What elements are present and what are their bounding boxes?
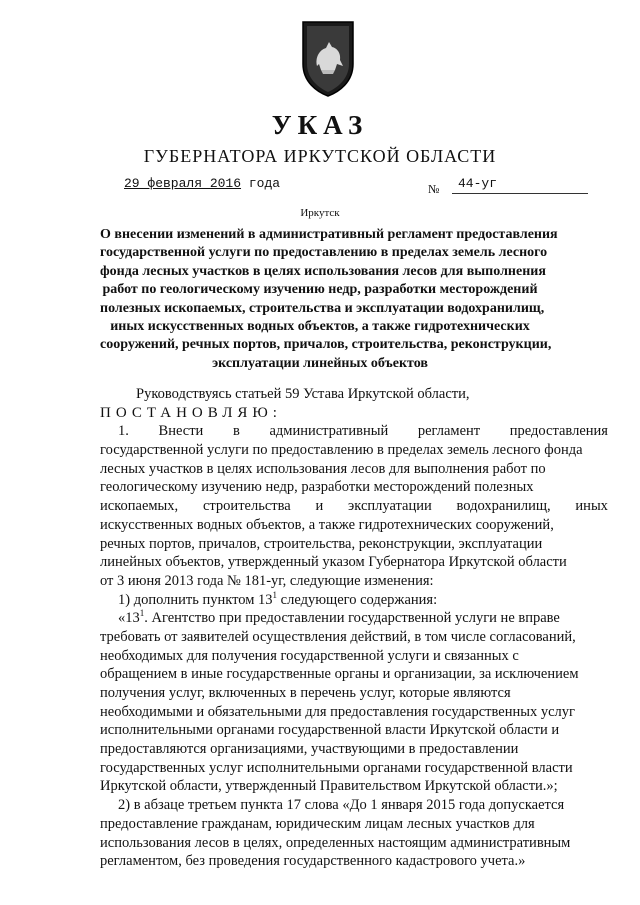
word: предоставления <box>509 423 608 440</box>
heading-line: работ по геологическому изучению недр, разработки месторождений <box>102 282 538 298</box>
quote-line: обращением в иные государственные органы и организации, за исключением <box>100 666 579 683</box>
word: эксплуатации <box>348 498 432 515</box>
word: водохранилищ, <box>456 498 551 515</box>
quote-line: требовать от заявителей осуществления действий, в том числе согласований, <box>100 628 576 645</box>
heading-line: сооружений, речных портов, причалов, строительства, реконструкции, <box>100 337 552 353</box>
quote-line: предоставляются организациями, участвующими в предоставлении <box>100 741 519 758</box>
decree-word: ПОСТАНОВЛЯЮ: <box>100 404 282 421</box>
heading-line: полезных ископаемых, строительства и эксплуатации водохранилищ, <box>100 300 545 316</box>
city-name: Иркутск <box>300 207 340 219</box>
quote-line: Иркутской области, утвержденный Правительством Иркутской области.»; <box>100 778 558 795</box>
word: Внести <box>158 423 204 440</box>
p1-line: от 3 июня 2013 года № 181-уг, следующие изменения: <box>100 572 434 589</box>
word: строительства <box>202 498 291 515</box>
intro-line: Руководствуясь статьей 59 Устава Иркутской области, <box>136 386 470 402</box>
word: 1. <box>118 423 129 440</box>
document-title: УКАЗ <box>271 110 369 140</box>
word: административный <box>269 423 389 440</box>
number-value: 44-уг <box>458 176 498 191</box>
item2-line: предоставление гражданам, юридическим лицам лесных участков для <box>100 815 535 832</box>
heading-line: государственной услуги по предоставлению в пределах земель лесного <box>100 245 548 261</box>
quote-line: необходимыми и обязательными для предоставления государственных услуг <box>100 703 575 720</box>
decree-number <box>428 176 588 196</box>
word: и <box>315 498 324 515</box>
item2-line: регламентом, без проведения государственного кадастрового учета.» <box>100 853 526 870</box>
heading-line: иных искусственных водных объектов, а также гидротехнических <box>110 319 530 335</box>
decree-heading <box>100 226 558 373</box>
decree-date <box>124 176 280 191</box>
word: ископаемых, <box>100 498 179 515</box>
coat-of-arms-emblem <box>299 20 357 98</box>
word: регламент <box>417 423 481 440</box>
p1-line <box>100 422 608 441</box>
decree-body <box>100 385 608 871</box>
quote-line: «$13^1$. Агентство при предоставлении государственной услуги не вправе <box>118 608 560 627</box>
p1-line: линейных объектов, утвержденный указом Губернатора Иркутской области <box>100 554 567 571</box>
p1-line <box>100 497 608 516</box>
quote-line: получения услуг, включенных в перечень услуг, которые являются <box>100 685 511 701</box>
number-underline <box>452 193 588 194</box>
p1-line: речных портов, причалов, строительства, реконструкции, эксплуатации <box>100 535 543 552</box>
date-suffix: года <box>248 176 281 191</box>
number-sign: № <box>428 182 440 196</box>
heading-line: эксплуатации линейных объектов <box>212 355 428 371</box>
quote-line: исполнительными органами государственной власти Иркутской области и <box>100 722 560 739</box>
item2-line: 2) в абзаце третьем пункта 17 слова «До 1 января 2015 года допускается <box>118 797 565 814</box>
p1-line: лесных участков в целях использования лесов для выполнения работ по <box>100 460 546 477</box>
p1-line: искусственных водных объектов, а также гидротехнических сооружений, <box>100 516 554 533</box>
item1-line: 1) дополнить пунктом $13^1$ следующего содержания: <box>118 589 438 608</box>
quote-line: необходимых для получения государственной услуги и связанных с <box>100 647 519 664</box>
heading-line: О внесении изменений в административный регламент предоставления <box>100 227 558 242</box>
item2-line: использования лесов в целях, определенных настоящим административным <box>100 834 571 851</box>
word: в <box>232 423 240 440</box>
quote-line: государственных услуг исполнительными органами государственной власти <box>100 759 573 776</box>
word: иных <box>575 498 608 515</box>
date-value: 29 февраля 2016 <box>124 176 242 191</box>
issuer-title: ГУБЕРНАТОРА ИРКУТСКОЙ ОБЛАСТИ <box>143 146 497 166</box>
heading-line: фонда лесных участков в целях использования лесов для выполнения <box>100 263 546 279</box>
p1-line: государственной услуги по предоставлению в пределах земель лесного фонда <box>100 442 583 459</box>
p1-line: геологическому изучению недр, разработки месторождений полезных <box>100 479 534 496</box>
